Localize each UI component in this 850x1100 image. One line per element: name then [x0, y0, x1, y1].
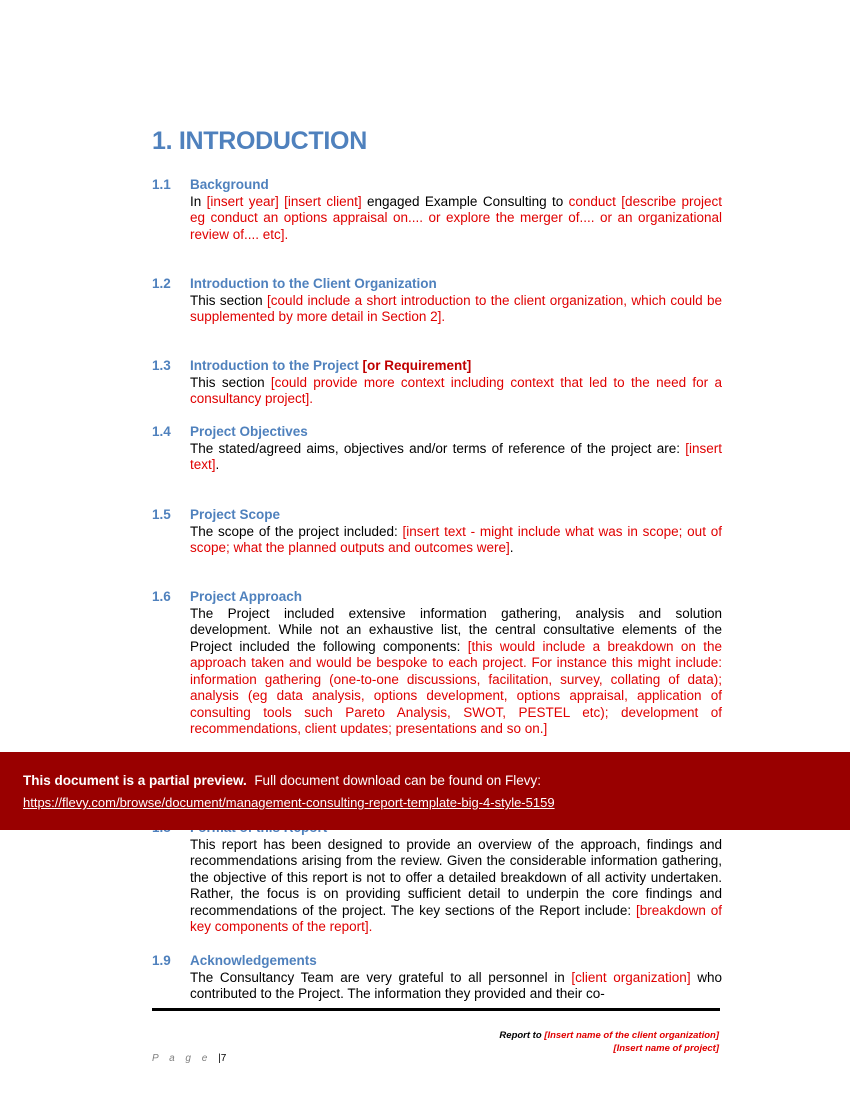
placeholder-text: [could provide more context including context that led to the need for a consultancy project].	[190, 374, 722, 406]
body-text: In	[190, 193, 207, 209]
section-title: Introduction to the Client Organization	[190, 276, 437, 291]
section-title-placeholder: [or Requirement]	[362, 358, 472, 373]
section-title: Background	[190, 177, 269, 192]
placeholder-text: [insert text]	[190, 440, 722, 472]
body-text: This section	[190, 374, 271, 390]
section-client-organization	[152, 276, 722, 326]
section-number: 1.9	[152, 953, 171, 968]
download-link[interactable]: https://flevy.com/browse/document/management-consulting-report-template-big-4-style-5159	[23, 795, 555, 810]
section-title-text: Introduction to the Project	[190, 358, 363, 373]
section-number: 1.4	[152, 424, 171, 439]
section-body	[190, 375, 722, 408]
footer-project-placeholder: [Insert name of project]	[613, 1043, 719, 1054]
body-text: The scope of the project included:	[190, 523, 403, 539]
section-body	[190, 293, 722, 326]
placeholder-text: conduct [describe project eg conduct an options appraisal on.... or explore the merger of.... or an organizational review of.... etc].	[190, 193, 722, 242]
section-body	[190, 970, 722, 1003]
preview-notice-bold: This document is a partial preview.	[23, 773, 247, 788]
section-number: 1.3	[152, 358, 171, 373]
preview-banner	[0, 752, 850, 830]
section-number: 1.5	[152, 507, 171, 522]
section-number: 1.1	[152, 177, 171, 192]
placeholder-text: [client organization]	[571, 969, 691, 985]
footer-divider	[152, 1008, 720, 1011]
body-text: The Consultancy Team are very grateful to all personnel in	[190, 969, 572, 985]
section-body	[190, 524, 722, 557]
section-approach	[152, 589, 722, 738]
section-project-intro	[152, 358, 722, 408]
placeholder-text: [insert text - might include what was in scope; out of scope; what the planned outputs and outcomes were]	[190, 523, 722, 555]
body-text: who contributed to the Project. The information they provided and their co-	[190, 969, 722, 1001]
placeholder-text: [insert year] [insert client]	[206, 193, 362, 209]
section-title: Project Approach	[190, 589, 303, 604]
section-title: Project Objectives	[190, 424, 308, 439]
body-text: The stated/agreed aims, objectives and/or terms of reference of the project are:	[190, 440, 686, 456]
section-background	[152, 177, 722, 243]
placeholder-text: [this would include a breakdown on the approach taken and would be bespoke to each project. For instance this might include: information gathering (one-to-one discussions, facilitation, survey, collating of data); analysis (eg data analysis, options development, options appraisal, application of consulting tools such Pareto Analysis, SWOT, PESTEL etc); development of recommendations, client updates; presentations and so on.]	[190, 638, 723, 736]
placeholder-text: [could include a short introduction to the client organization, which could be supplemented by more detail in Section 2].	[190, 292, 722, 324]
body-text: This section	[190, 292, 268, 308]
section-title	[190, 358, 722, 375]
section-number: 1.6	[152, 589, 171, 604]
section-heading: 1. INTRODUCTION	[152, 127, 367, 155]
footer-client-placeholder: [Insert name of the client organization]	[544, 1030, 719, 1041]
body-text: .	[215, 457, 220, 472]
section-body	[190, 837, 722, 936]
body-text: The Project included extensive information gathering, analysis and solution development. While not an exhaustive list, the central consultative elements of the Project included the following components:	[190, 605, 722, 654]
placeholder-text: [breakdown of key components of the report].	[190, 902, 722, 934]
section-report-format	[152, 820, 722, 936]
section-body	[190, 194, 722, 244]
page-separator: |	[218, 1053, 221, 1064]
preview-notice	[23, 773, 541, 788]
page-number	[152, 1053, 226, 1064]
section-number: 1.2	[152, 276, 171, 291]
preview-notice-rest: Full document download can be found on Flevy:	[246, 773, 541, 788]
footer-report-info	[499, 1029, 719, 1055]
section-objectives	[152, 424, 722, 474]
body-text: engaged Example Consulting to	[361, 193, 569, 209]
page-number-value: 7	[220, 1053, 227, 1064]
section-body	[190, 441, 722, 474]
section-acknowledgements	[152, 953, 722, 1003]
section-body	[190, 606, 722, 738]
body-text: .	[509, 540, 514, 555]
section-scope	[152, 507, 722, 557]
body-text: This report has been designed to provide an overview of the approach, findings and recommendations arising from the review. Given the considerable information gathering, the objective of this report is not to offer a detailed breakdown of all activity undertaken. Rather, the focus is on providing sufficient detail to underpin the core findings and recommendations of the project. The key sections of the Report include:	[190, 836, 722, 918]
footer-report-to: Report to	[499, 1030, 545, 1041]
page-label: P a g e	[152, 1053, 212, 1064]
section-title: Project Scope	[190, 507, 281, 522]
section-title: Acknowledgements	[190, 953, 317, 968]
